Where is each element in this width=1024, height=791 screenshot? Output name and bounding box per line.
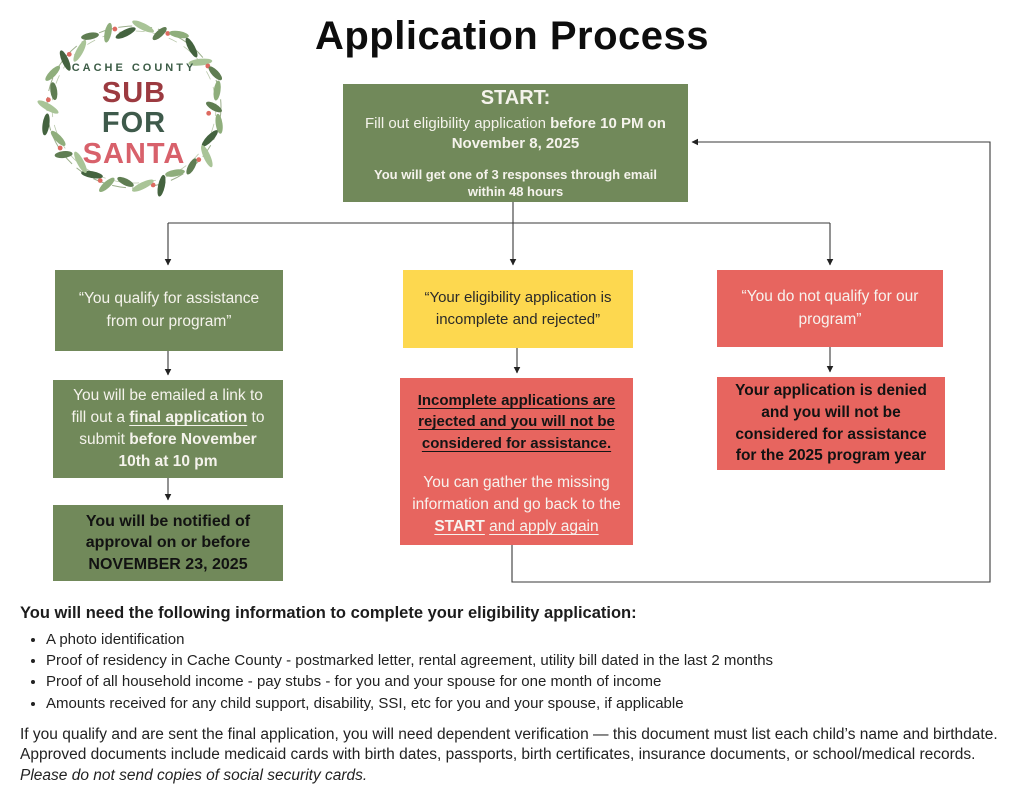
incomplete-apply-again-link: and apply again — [489, 517, 599, 535]
incomplete-warning-text: Incomplete applications are rejected and you will not be considered for assistance. — [417, 392, 616, 452]
start-box-body — [355, 114, 676, 155]
footer-line2: Approved documents include medicaid cards with birth dates, passports, birth certificates, insurance documents, or school/medical records. — [20, 746, 976, 764]
page-title: Application Process — [314, 14, 710, 58]
logo-santa-label: SANTA — [82, 137, 186, 170]
requirement-item: • Amounts received for any child support, disability, SSI, etc for you and your spouse, if applicable — [46, 694, 1014, 713]
incomplete-response-box — [403, 270, 633, 348]
requirements-list — [46, 630, 1014, 713]
denied-detail-box — [717, 377, 945, 470]
start-box — [343, 84, 688, 202]
incomplete-body-seg1: You can gather the missing information and go back to the — [412, 473, 621, 513]
footer-line1: If you qualify and are sent the final application, you will need dependent verification — this document must list each child’s name and birthdate. — [20, 725, 998, 743]
start-box-title: START: — [480, 87, 551, 110]
denied-detail-text: Your application is denied and you will not be considered for assistance for the 2025 program year — [735, 382, 927, 465]
qualify-step2-seg3: to submit — [79, 409, 265, 448]
denied-response-box — [717, 270, 943, 347]
qualify-step3-box — [53, 505, 283, 581]
requirement-item: • Proof of all household income - pay stubs - for you and your spouse for one month of income — [46, 672, 1014, 691]
qualify-response-box — [55, 270, 283, 351]
qualify-response-text: “You qualify for assistance from our program” — [78, 290, 260, 330]
requirements-heading: You will need the following information to complete your eligibility application: — [20, 604, 637, 622]
qualify-step2-seg1: You will be emailed a link to fill out a — [71, 387, 263, 426]
qualify-final-application-link: final application — [129, 409, 248, 426]
qualify-step3-text: You will be notified of approval on or before NOVEMBER 23, 2025 — [85, 512, 251, 573]
incomplete-detail-box — [400, 378, 633, 545]
start-body-normal: Fill out eligibility application — [365, 115, 551, 133]
qualify-step2-deadline: before November 10th at 10 pm — [118, 431, 257, 470]
qualify-step2-box — [53, 380, 283, 478]
logo-cache-county-label: CACHE COUNTY — [71, 62, 197, 74]
requirement-item: • A photo identification — [46, 630, 1014, 649]
bottom-info-section — [20, 604, 1014, 787]
requirement-item: • Proof of residency in Cache County - postmarked letter, rental agreement, utility bill dated in the last 2 months — [46, 651, 1014, 670]
footer-line3: Please do not send copies of social security cards. — [20, 766, 368, 784]
start-body-deadline: before 10 PM on November 8, 2025 — [451, 115, 666, 153]
denied-response-text: “You do not qualify for our program” — [741, 288, 919, 328]
dependent-verification-note — [20, 725, 1014, 787]
logo-for-label: FOR — [101, 107, 167, 140]
incomplete-body-text — [408, 472, 625, 538]
incomplete-start-link: START — [434, 517, 485, 535]
logo-sub-label: SUB — [101, 77, 167, 109]
start-box-note: You will get one of 3 responses through email within 48 hours — [374, 166, 657, 200]
incomplete-response-text: “Your eligibility application is incomplete and rejected” — [424, 289, 612, 328]
qualify-step2-text — [65, 385, 271, 473]
